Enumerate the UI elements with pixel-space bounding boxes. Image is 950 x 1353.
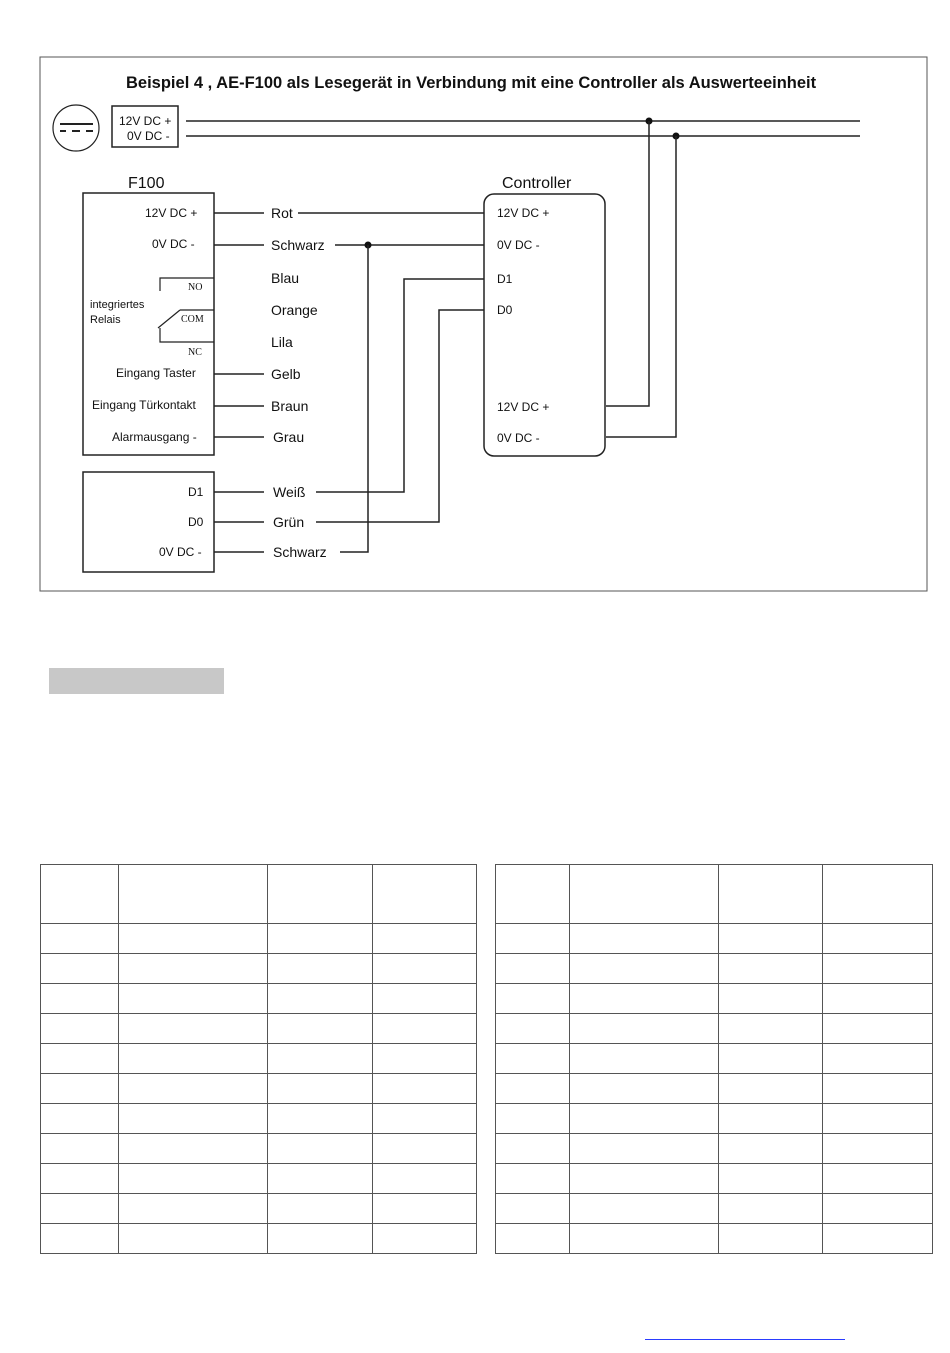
wire-gelb-label: Gelb: [271, 366, 301, 382]
f100-wire-stubs: [214, 213, 264, 437]
reader-wire-stubs: [214, 492, 264, 552]
wire-schwarz2-label: Schwarz: [273, 544, 327, 560]
power-plus-label: 12V DC +: [119, 114, 172, 128]
reader-v0-label: 0V DC -: [159, 545, 202, 559]
table-row: [496, 1074, 933, 1104]
table-header-row: [41, 865, 477, 924]
controller-box: [484, 194, 605, 456]
f100-v12-label: 12V DC +: [145, 206, 198, 220]
table-row: [41, 1014, 477, 1044]
footer-link-underline[interactable]: [645, 1339, 845, 1340]
controller-v12-bottom-label: 12V DC +: [497, 400, 550, 414]
wire-weiss-run: [316, 279, 484, 492]
wire-grau-label: Grau: [273, 429, 305, 445]
table-row: [41, 954, 477, 984]
table-row: [41, 1164, 477, 1194]
table-row: [496, 984, 933, 1014]
section-heading-bar: [49, 668, 224, 694]
table-row: [41, 1134, 477, 1164]
wire-weiss-label: Weiß: [273, 484, 306, 500]
controller-v12-top-label: 12V DC +: [497, 206, 550, 220]
reader-d0-label: D0: [188, 515, 204, 529]
table-row: [41, 924, 477, 954]
power-minus-label: 0V DC -: [127, 129, 170, 143]
table-row: [41, 1044, 477, 1074]
table-header-row: [496, 865, 933, 924]
table-row: [41, 1104, 477, 1134]
wire-schwarz2-run: [340, 245, 368, 552]
wire-gruen-run: [316, 310, 484, 522]
table-row: [496, 1134, 933, 1164]
relay-switch-icon: [158, 278, 214, 342]
f100-relay-label-2: Relais: [90, 314, 121, 326]
table-row: [496, 1104, 933, 1134]
wire-lila-label: Lila: [271, 334, 293, 350]
controller-v0-bottom-label: 0V DC -: [497, 431, 540, 445]
wire-gruen-label: Grün: [273, 514, 305, 530]
empty-table-right: [495, 864, 933, 1254]
table-row: [41, 984, 477, 1014]
f100-alarm-label: Alarmausgang -: [112, 430, 197, 444]
diagram-title: Beispiel 4 , AE-F100 als Lesegerät in Verbindung mit eine Controller als Auswerteeinheit: [126, 74, 817, 92]
table-row: [496, 1044, 933, 1074]
f100-taster-label: Eingang Taster: [116, 366, 196, 380]
table-row: [496, 924, 933, 954]
table-row: [41, 1194, 477, 1224]
f100-tuer-label: Eingang Türkontakt: [92, 398, 196, 412]
controller-title: Controller: [502, 175, 572, 192]
controller-v12-feed: [606, 121, 649, 406]
controller-d0-label: D0: [497, 303, 513, 317]
wire-braun-label: Braun: [271, 398, 309, 414]
f100-title: F100: [128, 175, 165, 192]
controller-v0-top-label: 0V DC -: [497, 238, 540, 252]
f100-com-label: COM: [181, 314, 204, 325]
f100-v0-label: 0V DC -: [152, 237, 195, 251]
table-row: [41, 1074, 477, 1104]
reader-d1-label: D1: [188, 485, 204, 499]
wire-rot-label: Rot: [271, 205, 293, 221]
f100-no-label: NO: [188, 282, 203, 293]
f100-relay-label-1: integriertes: [90, 299, 145, 311]
table-row: [496, 1224, 933, 1254]
table-row: [41, 1224, 477, 1254]
wiring-diagram: [0, 0, 950, 600]
table-row: [496, 1164, 933, 1194]
wire-schwarz-label: Schwarz: [271, 237, 325, 253]
table-row: [496, 954, 933, 984]
wire-blau-label: Blau: [271, 270, 300, 286]
wire-orange-label: Orange: [271, 302, 318, 318]
controller-d1-label: D1: [497, 272, 513, 286]
table-row: [496, 1194, 933, 1224]
controller-v0-feed: [606, 136, 676, 437]
empty-table-left: [40, 864, 477, 1254]
table-row: [496, 1014, 933, 1044]
dc-power-icon: [53, 105, 99, 151]
f100-nc-label: NC: [188, 347, 202, 358]
